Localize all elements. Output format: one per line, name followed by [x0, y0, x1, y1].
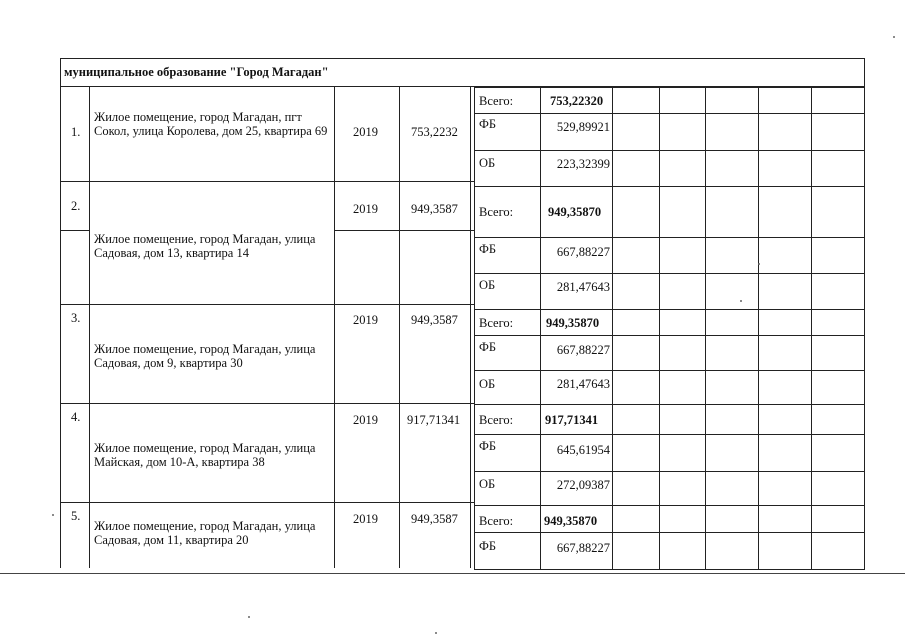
row-5-num: 5. [71, 509, 81, 523]
row-5-year: 2019 [353, 512, 378, 526]
sub-line-a [474, 87, 865, 88]
scan-speck [893, 36, 895, 38]
row-3-year: 2019 [353, 313, 378, 327]
row-sep-2-inner [60, 230, 89, 231]
sub-line-m [474, 505, 865, 506]
sub-line-h [474, 335, 865, 336]
col-line-v6 [864, 86, 865, 570]
table-top-border [60, 58, 865, 59]
row-4-total-label: Всего: [479, 413, 514, 427]
row-2-ob: 281,47643 [556, 280, 610, 294]
col-line-cost [470, 86, 471, 568]
sub-line-c [474, 150, 865, 151]
row-1-total-label: Всего: [479, 94, 514, 108]
row-3-total-label: Всего: [479, 316, 514, 330]
row-2-total: 949,35870 [548, 205, 602, 219]
row-4-year: 2019 [353, 413, 378, 427]
row-2-total-label: Всего: [479, 205, 514, 219]
row-2-fb-label: ФБ [479, 242, 497, 256]
sub-line-e [474, 237, 865, 238]
row-1-year: 2019 [353, 125, 378, 139]
row-1-fb: 529,89921 [556, 120, 610, 134]
scan-speck [758, 263, 760, 265]
table-left-border [60, 58, 61, 568]
row-3-num: 3. [71, 311, 81, 325]
sub-line-d [474, 186, 865, 187]
row-3-cost: 949,3587 [411, 313, 458, 327]
sub-line-n [474, 532, 865, 533]
row-5-total-label: Всего: [479, 514, 514, 528]
col-line-v4 [758, 86, 759, 570]
row-4-fb: 645,61954 [556, 443, 610, 457]
row-1-fb-label: ФБ [479, 117, 497, 131]
row-3-total: 949,35870 [546, 316, 600, 330]
col-line-v3 [705, 86, 706, 570]
sub-line-j [474, 404, 865, 405]
row-5-fb: 667,88227 [556, 541, 610, 555]
row-1-desc: Жилое помещение, город Магадан, пгт Сокол, улица Королева, дом 25, квартира 69 [94, 110, 328, 138]
row-5-desc: Жилое помещение, город Магадан, улица Садовая, дом 11, квартира 20 [94, 519, 316, 547]
sub-line-l [474, 471, 865, 472]
row-4-num: 4. [71, 410, 81, 424]
scan-speck [740, 300, 742, 302]
row-3-fb-label: ФБ [479, 340, 497, 354]
row-2-fb: 667,88227 [556, 245, 610, 259]
table-right-border [864, 58, 865, 86]
row-2-desc: Жилое помещение, город Магадан, улица Садовая, дом 13, квартира 14 [94, 232, 316, 260]
row-sep-2-year [334, 230, 475, 231]
row-4-ob-label: ОБ [479, 477, 496, 491]
col-line-desc [334, 86, 335, 568]
row-1-cost: 753,2232 [411, 125, 458, 139]
page-bottom-edge [0, 573, 905, 574]
row-1-ob: 223,32399 [556, 157, 610, 171]
row-sep-2-3 [60, 304, 475, 305]
col-line-value [540, 86, 541, 570]
row-1-ob-label: ОБ [479, 156, 496, 170]
row-2-num: 2. [71, 199, 81, 213]
row-2-ob-label: ОБ [479, 278, 496, 292]
row-2-cost: 949,3587 [411, 202, 458, 216]
col-line-num [89, 86, 90, 568]
row-5-cost: 949,3587 [411, 512, 458, 526]
row-3-ob: 281,47643 [556, 377, 610, 391]
row-1-total: 753,22320 [550, 94, 604, 108]
row-4-cost: 917,71341 [407, 413, 461, 427]
scan-speck [248, 616, 250, 618]
row-1-num: 1. [71, 125, 81, 139]
sub-line-b [474, 113, 865, 114]
row-5-total: 949,35870 [544, 514, 598, 528]
row-3-fb: 667,88227 [556, 343, 610, 357]
scan-speck [52, 514, 54, 516]
col-line-v1 [612, 86, 613, 570]
sub-line-f [474, 273, 865, 274]
row-sep-3-4 [60, 403, 475, 404]
col-line-year [399, 86, 400, 568]
col-line-v2 [659, 86, 660, 570]
row-3-ob-label: ОБ [479, 377, 496, 391]
row-3-desc: Жилое помещение, город Магадан, улица Садовая, дом 9, квартира 30 [94, 342, 316, 370]
row-sep-4-5 [60, 502, 475, 503]
sub-line-g [474, 309, 865, 310]
col-line-v5 [811, 86, 812, 570]
row-5-fb-label: ФБ [479, 539, 497, 553]
scan-speck [435, 632, 437, 634]
row-4-desc: Жилое помещение, город Магадан, улица Майская, дом 10-А, квартира 38 [94, 441, 316, 469]
row-2-year: 2019 [353, 202, 378, 216]
row-4-ob: 272,09387 [556, 478, 610, 492]
sub-line-i [474, 370, 865, 371]
col-line-label [474, 86, 475, 570]
row-4-fb-label: ФБ [479, 439, 497, 453]
row-sep-1-2 [60, 181, 475, 182]
sub-line-k [474, 434, 865, 435]
row-4-total: 917,71341 [545, 413, 599, 427]
section-title: муниципальное образование "Город Магадан" [64, 65, 329, 79]
sub-line-o [474, 569, 865, 570]
